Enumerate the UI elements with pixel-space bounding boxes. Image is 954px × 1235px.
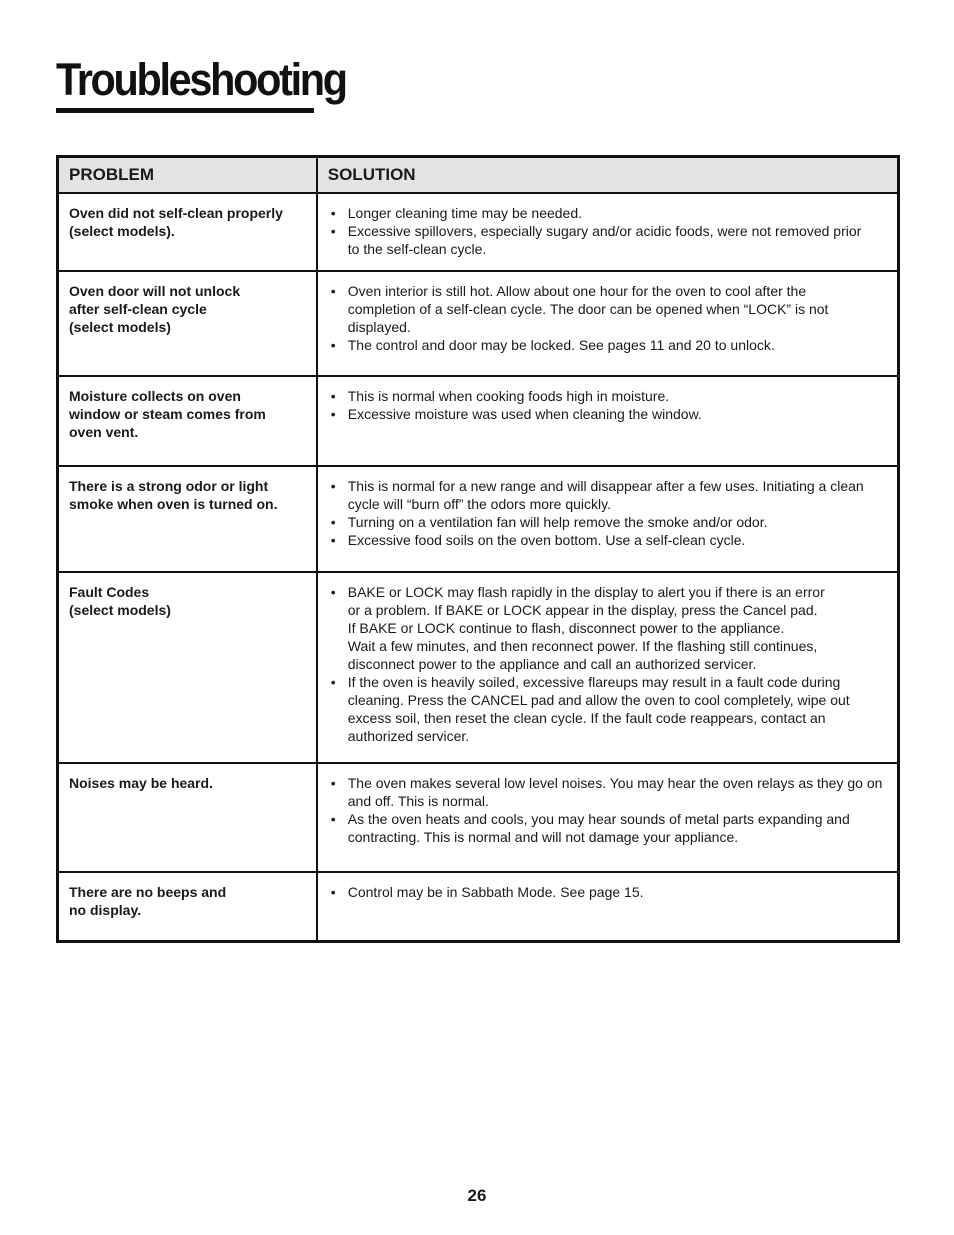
solution-bullet [348,513,887,531]
solution-bullet [348,222,887,258]
solution-text-line: completion of a self-clean cycle. The door can be opened when “LOCK” is not [347,301,829,317]
table-row [58,193,899,271]
solution-text-line: • The oven makes several low level noises. You may hear the oven relays as they go on [347,775,883,791]
problem-text-line: after self-clean cycle [69,301,207,317]
table-row [58,763,899,872]
solution-list [328,387,887,423]
problem-text-line: Oven did not self-clean properly [69,205,283,221]
solution-list [328,282,887,354]
solution-text-line: disconnect power to the appliance and call an authorized servicer. [347,656,757,672]
problem-cell [58,763,317,872]
solution-bullet [348,477,887,513]
solution-text-line: contracting. This is normal and will not damage your appliance. [347,829,739,845]
solution-text-line: displayed. [347,319,411,335]
table-row [58,572,899,763]
problem-cell [58,376,317,466]
solution-text-line: • Oven interior is still hot. Allow about one hour for the oven to cool after the [347,283,807,299]
solution-list [328,583,887,745]
solution-bullet [348,810,887,846]
solution-column-header: SOLUTION [317,157,899,194]
problem-text-line: no display. [69,902,142,918]
solution-bullet [348,405,887,423]
table-row [58,872,899,941]
solution-text-line: excess soil, then reset the clean cycle. If the fault code reappears, contact an [347,710,826,726]
solution-text-line: Wait a few minutes, and then reconnect power. If the flashing still continues, [347,638,818,654]
solution-text-line: or a problem. If BAKE or LOCK appear in the display, press the Cancel pad. [347,602,818,618]
solution-bullet [348,204,887,222]
table-row [58,376,899,466]
solution-text-line: • This is normal when cooking foods high in moisture. [347,388,670,404]
solution-bullet [348,774,887,810]
solution-bullet [348,883,887,901]
solution-cell [317,466,899,572]
problem-text-line: Fault Codes [69,584,150,600]
solution-text-line: • This is normal for a new range and will disappear after a few uses. Initiating a clean [347,478,864,494]
problem-text-line: smoke when oven is turned on. [69,496,278,512]
solution-text-line: • Excessive food soils on the oven bottom. Use a self-clean cycle. [347,532,746,548]
solution-cell [317,193,899,271]
table-header-row [58,157,899,194]
table-row [58,466,899,572]
problem-text-line: window or steam comes from [69,406,266,422]
problem-text-line: Oven door will not unlock [69,283,241,299]
problem-text-line: oven vent. [69,424,139,440]
solution-list [328,204,887,258]
solution-list [328,883,887,901]
solution-cell [317,872,899,941]
solution-text-line: to the self-clean cycle. [347,241,487,257]
solution-text-line: • Longer cleaning time may be needed. [347,205,583,221]
troubleshooting-table-container [56,155,900,943]
solution-bullet [348,531,887,549]
solution-list [328,774,887,846]
problem-text-line: Moisture collects on oven [69,388,241,404]
problem-text-line: (select models). [69,223,175,239]
solution-text-line: • BAKE or LOCK may flash rapidly in the display to alert you if there is an error [347,584,825,600]
solution-text-line: • Turning on a ventilation fan will help remove the smoke and/or odor. [347,514,768,530]
solution-text-line: • As the oven heats and cools, you may hear sounds of metal parts expanding and [347,811,850,827]
page-number: 26 [467,1186,487,1205]
title-underline [56,108,314,113]
problem-cell [58,572,317,763]
problem-column-header: PROBLEM [58,157,317,194]
problem-cell [58,193,317,271]
solution-cell [317,763,899,872]
problem-text-line: (select models) [69,319,171,335]
solution-text-line: authorized servicer. [347,728,470,744]
solution-text-line: cleaning. Press the CANCEL pad and allow the oven to cool completely, wipe out [347,692,850,708]
solution-bullet [348,583,887,673]
page-title: Troubleshooting [56,54,346,105]
solution-text-line: • Excessive moisture was used when cleaning the window. [347,406,702,422]
solution-bullet [348,282,887,336]
solution-text-line: and off. This is normal. [347,793,489,809]
solution-text-line: cycle will “burn off” the odors more quickly. [347,496,611,512]
problem-text-line: There is a strong odor or light [69,478,269,494]
troubleshooting-table [56,155,900,943]
problem-text-line: (select models) [69,602,171,618]
problem-cell [58,872,317,941]
solution-cell [317,572,899,763]
problem-text-line: Noises may be heard. [69,775,213,791]
solution-text-line: • Excessive spillovers, especially sugary and/or acidic foods, were not removed prior [347,223,862,239]
problem-text-line: There are no beeps and [69,884,227,900]
solution-text-line: • The control and door may be locked. See pages 11 and 20 to unlock. [347,337,775,353]
solution-bullet [348,387,887,405]
solution-text-line: • Control may be in Sabbath Mode. See page 15. [347,884,644,900]
solution-text-line: If BAKE or LOCK continue to flash, disconnect power to the appliance. [347,620,785,636]
solution-cell [317,271,899,376]
solution-bullet [348,336,887,354]
table-row [58,271,899,376]
solution-cell [317,376,899,466]
solution-bullet [348,673,887,745]
problem-cell [58,271,317,376]
solution-text-line: • If the oven is heavily soiled, excessive flareups may result in a fault code during [347,674,841,690]
problem-cell [58,466,317,572]
solution-list [328,477,887,549]
